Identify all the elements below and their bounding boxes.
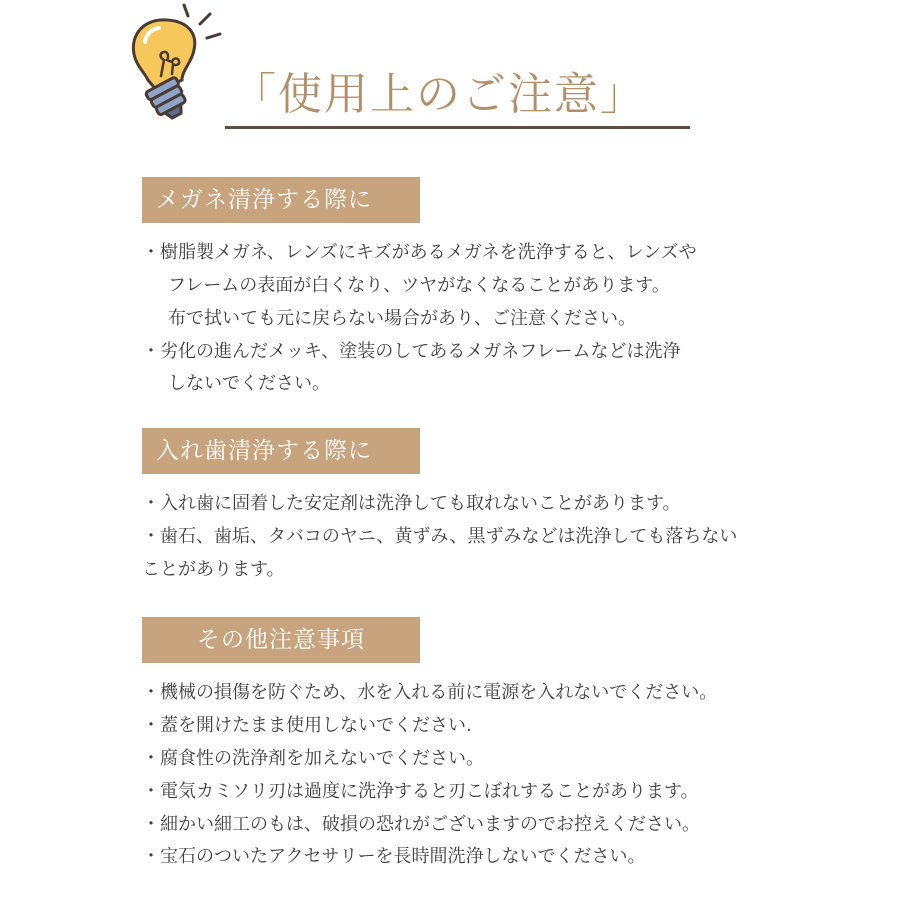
light-bulb-icon xyxy=(112,2,232,132)
dentures-note-line: ことがあります。 xyxy=(142,559,285,580)
dentures-note-line: ・歯石、歯垢、タバコのヤニ、黄ずみ、黒ずみなどは洗浄しても落ちない xyxy=(142,526,738,547)
page-title: 「使用上のご注意」 xyxy=(232,69,646,120)
section-header-glasses: メガネ清浄する際に xyxy=(142,177,420,223)
glasses-note-line: しないでください。 xyxy=(168,373,330,394)
other-note-line: ・腐食性の洗浄剤を加えないでください。 xyxy=(142,748,484,769)
other-note-line: ・機械の損傷を防ぐため、水を入れる前に電源を入れないでください。 xyxy=(142,682,718,703)
glasses-note-line: フレームの表面が白くなり、ツヤがなくなることがあります。 xyxy=(168,275,670,296)
section-header-dentures: 入れ歯清浄する際に xyxy=(142,428,420,474)
section-header-other: その他注意事項 xyxy=(142,617,420,663)
other-note-line: ・細かい細工のもは、破損の恐れがございますのでお控えください。 xyxy=(142,814,700,835)
glasses-note-line: ・劣化の進んだメッキ、塗装のしてあるメガネフレームなどは洗浄 xyxy=(142,341,681,362)
other-note-line: ・宝石のついたアクセサリーを長時間洗浄しないでください。 xyxy=(142,846,646,867)
title-underline xyxy=(225,126,690,129)
dentures-note-line: ・入れ歯に固着した安定剤は洗浄しても取れないことがあります。 xyxy=(142,493,681,514)
other-note-line: ・電気カミソリ刃は過度に洗浄すると刃こぼれすることがあります。 xyxy=(142,781,699,802)
glasses-note-line: 布で拭いても元に戻らない場合があり、ご注意ください。 xyxy=(168,308,636,329)
other-note-line: ・蓋を開けたまま使用しないでください. xyxy=(142,715,472,736)
glasses-note-line: ・樹脂製メガネ、レンズにキズがあるメガネを洗浄すると、レンズや xyxy=(142,242,697,263)
